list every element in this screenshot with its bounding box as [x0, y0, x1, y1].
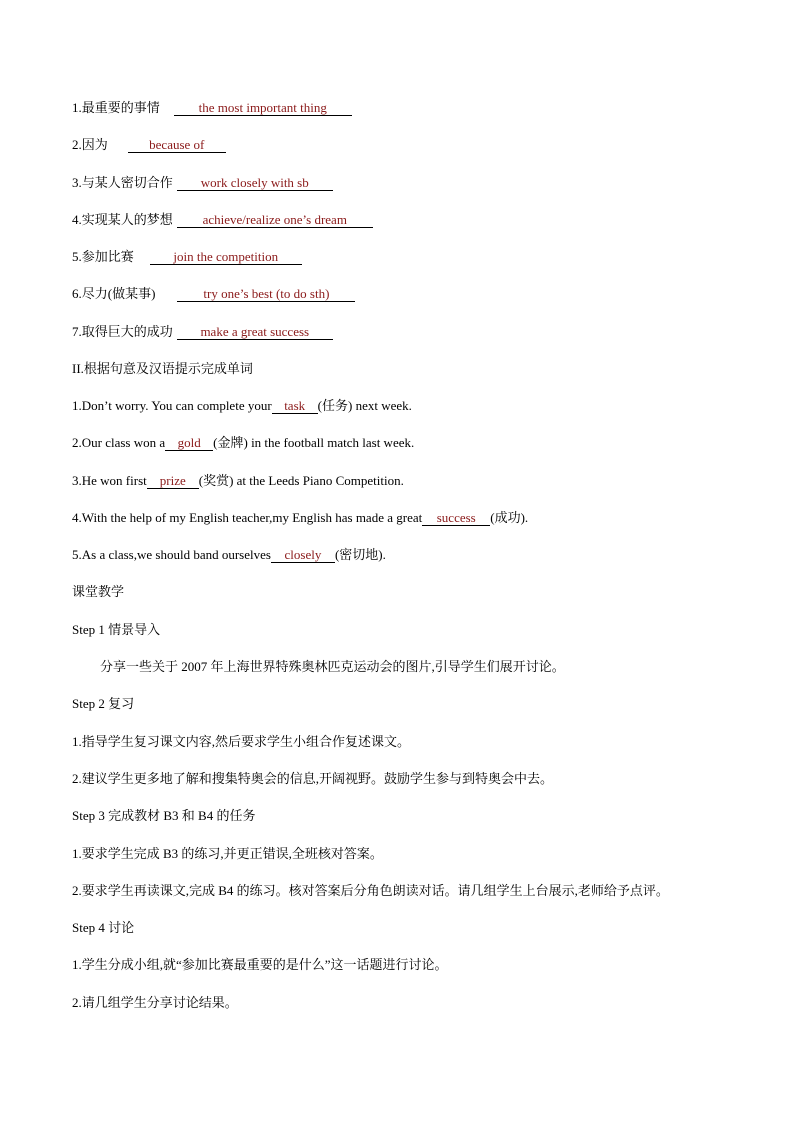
- sentence-item: [72, 397, 412, 415]
- phrase-prompt: 3.与某人密切合作: [72, 175, 173, 190]
- phrase-prompt: 4.实现某人的梦想: [72, 212, 173, 227]
- sentence-answer: closely: [271, 547, 335, 563]
- phrase-prompt: 7.取得巨大的成功: [72, 324, 173, 339]
- sentence-text: (任务) next week.: [317, 398, 412, 413]
- teaching-heading: 课堂教学: [72, 584, 125, 599]
- phrase-answer: the most important thing: [174, 100, 352, 116]
- sentence-text: (金牌) in the football match last week.: [213, 435, 415, 450]
- phrase-item: [72, 211, 373, 229]
- sentence-text: 5.As a class,we should band ourselves: [72, 547, 271, 562]
- step-item: 2.建议学生更多地了解和搜集特奥会的信息,开阔视野。鼓励学生参与到特奥会中去。: [72, 771, 554, 786]
- phrase-item: [72, 248, 302, 266]
- sentence-item: [72, 546, 386, 564]
- sentence-text: 3.He won first: [72, 473, 147, 488]
- sentence-text: (密切地).: [334, 547, 386, 562]
- sentence-answer: success: [422, 510, 490, 526]
- phrase-answer: make a great success: [177, 324, 333, 340]
- step-title: Step 2 复习: [72, 696, 135, 711]
- sentence-text: 1.Don’t worry. You can complete your: [72, 398, 272, 413]
- sentence-answer: prize: [147, 473, 199, 489]
- phrase-prompt: 6.尽力(做某事): [72, 286, 156, 301]
- step-text: 分享一些关于 2007 年上海世界特殊奥林匹克运动会的图片,引导学生们展开讨论。: [100, 659, 565, 674]
- sentence-item: [72, 434, 414, 452]
- sentence-text: 4.With the help of my English teacher,my English has made a great: [72, 510, 423, 525]
- sentence-text: (奖赏) at the Leeds Piano Competition.: [198, 473, 404, 488]
- step-title: Step 3 完成教材 B3 和 B4 的任务: [72, 808, 256, 823]
- phrase-item: [72, 136, 226, 154]
- phrase-item: [72, 99, 352, 117]
- sentence-text: 2.Our class won a: [72, 435, 166, 450]
- phrase-prompt: 1.最重要的事情: [72, 100, 160, 115]
- section-heading: II.根据句意及汉语提示完成单词: [72, 361, 253, 376]
- step-title: Step 1 情景导入: [72, 622, 161, 637]
- phrase-prompt: 5.参加比赛: [72, 249, 134, 264]
- phrase-answer: join the competition: [150, 249, 302, 265]
- phrase-answer: because of: [128, 137, 226, 153]
- step-item: 1.要求学生完成 B3 的练习,并更正错误,全班核对答案。: [72, 846, 383, 861]
- sentence-text: (成功).: [490, 510, 529, 525]
- phrase-answer: work closely with sb: [177, 175, 333, 191]
- phrase-answer: achieve/realize one’s dream: [177, 212, 373, 228]
- step-item: 1.学生分成小组,就“参加比赛最重要的是什么”这一话题进行讨论。: [72, 957, 448, 972]
- step-title: Step 4 讨论: [72, 920, 135, 935]
- phrase-item: [72, 323, 333, 341]
- sentence-answer: gold: [165, 435, 213, 451]
- step-item: 2.要求学生再读课文,完成 B4 的练习。核对答案后分角色朗读对话。请几组学生上台展示,老师给予点评。: [72, 883, 669, 898]
- phrase-item: [72, 174, 333, 192]
- step-item: 2.请几组学生分享讨论结果。: [72, 995, 238, 1010]
- step-item: 1.指导学生复习课文内容,然后要求学生小组合作复述课文。: [72, 734, 411, 749]
- sentence-answer: task: [272, 398, 318, 414]
- phrase-answer: try one’s best (to do sth): [177, 286, 355, 302]
- sentence-item: [72, 472, 404, 490]
- phrase-prompt: 2.因为: [72, 137, 108, 152]
- sentence-item: [72, 509, 528, 527]
- phrase-item: [72, 285, 355, 303]
